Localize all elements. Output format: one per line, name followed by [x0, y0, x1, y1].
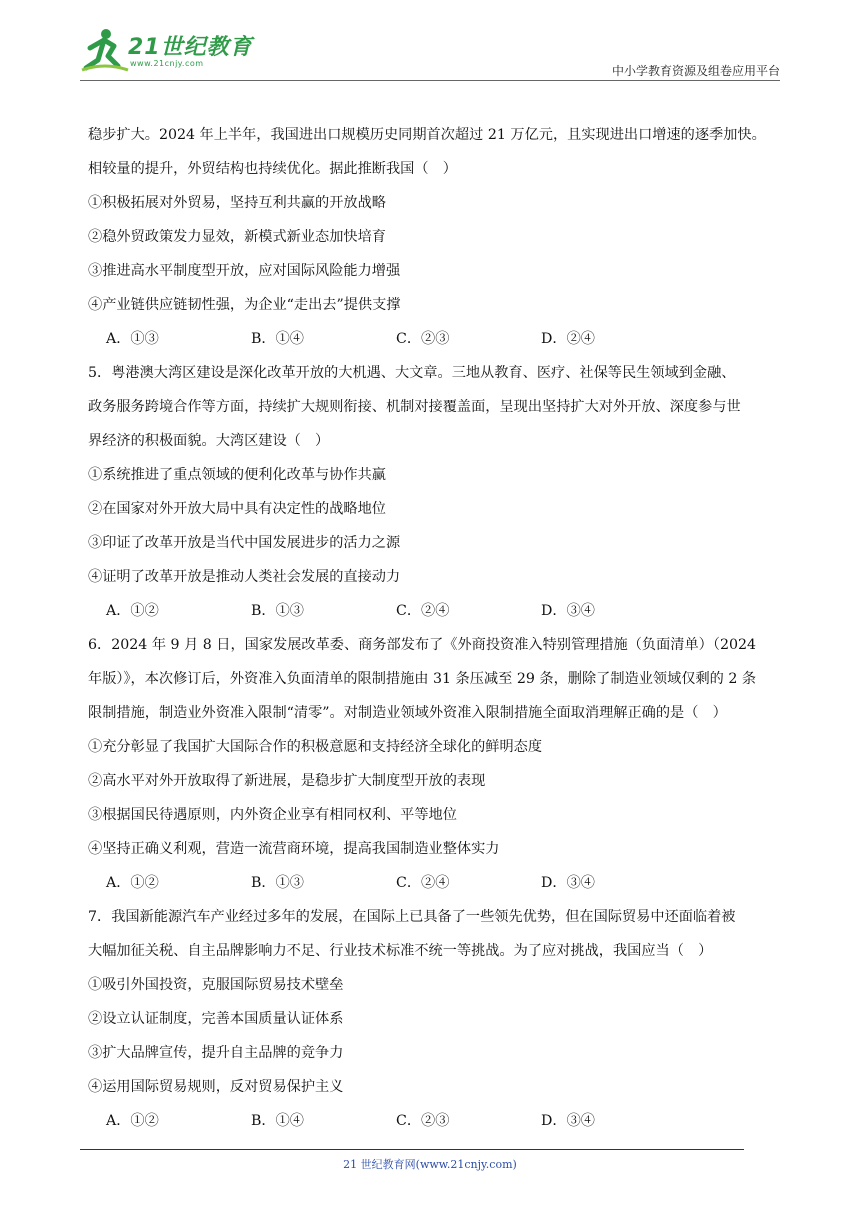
- option-c[interactable]: C．②④: [396, 603, 450, 619]
- option-c[interactable]: C．②③: [396, 1113, 450, 1129]
- option-b[interactable]: B．①④: [251, 331, 304, 347]
- question-block: [88, 900, 788, 1138]
- statement: ②高水平对外开放取得了新进展，是稳步扩大制度型开放的表现: [88, 773, 486, 789]
- statement: ①积极拓展对外贸易，坚持互利共赢的开放战略: [88, 195, 386, 211]
- option-b[interactable]: B．①③: [251, 875, 304, 891]
- option-d[interactable]: D．③④: [541, 1113, 595, 1129]
- question-text: 限制措施，制造业外资准入限制“清零”。对制造业领域外资准入限制措施全面取消理解正确的是（ ）: [88, 705, 727, 721]
- statement: ③印证了改革开放是当代中国发展进步的活力之源: [88, 535, 401, 551]
- option-c[interactable]: C．②④: [396, 875, 450, 891]
- option-d[interactable]: D．③④: [541, 875, 595, 891]
- statement: ③扩大品牌宣传，提升自主品牌的竞争力: [88, 1045, 344, 1061]
- question-text: 大幅加征关税、自主品牌影响力不足、行业技术标准不统一等挑战。为了应对挑战，我国应当（ ）: [88, 943, 713, 959]
- question-text: 5．粤港澳大湾区建设是深化改革开放的大机遇、大文章。三地从教育、医疗、社保等民生领域到金融、: [88, 365, 736, 381]
- statement: ②在国家对外开放大局中具有决定性的战略地位: [88, 501, 386, 517]
- option-b[interactable]: B．①④: [251, 1113, 304, 1129]
- statement: ①吸引外国投资，克服国际贸易技术壁垒: [88, 977, 344, 993]
- runner-logo-icon: [80, 26, 130, 74]
- logo-url: www.21cnjy.com: [130, 59, 204, 68]
- question-text: 界经济的积极面貌。大湾区建设（ ）: [88, 433, 330, 449]
- question-text: 相较量的提升，外贸结构也持续优化。据此推断我国（ ）: [88, 161, 457, 177]
- statement: ③推进高水平制度型开放，应对国际风险能力增强: [88, 263, 401, 279]
- question-text: 政务服务跨境合作等方面，持续扩大规则衔接、机制对接覆盖面，呈现出坚持扩大对外开放、深度参与世: [88, 399, 741, 415]
- option-d[interactable]: D．③④: [541, 603, 595, 619]
- statement: ④运用国际贸易规则，反对贸易保护主义: [88, 1079, 344, 1095]
- answer-options: [88, 322, 788, 356]
- question-block: [88, 118, 788, 356]
- statement: ②设立认证制度，完善本国质量认证体系: [88, 1011, 344, 1027]
- logo-text: 21世纪教育: [128, 35, 253, 60]
- option-a[interactable]: A．①③: [106, 331, 159, 347]
- answer-options: [88, 1104, 788, 1138]
- question-block: [88, 356, 788, 628]
- statement: ②稳外贸政策发力显效，新模式新业态加快培育: [88, 229, 386, 245]
- question-text: 年版）》，本次修订后，外资准入负面清单的限制措施由 31 条压减至 29 条，删除了制造业领域仅剩的 2 条: [88, 671, 757, 687]
- statement: ③根据国民待遇原则，内外资企业享有相同权利、平等地位: [88, 807, 457, 823]
- statement: ①系统推进了重点领域的便利化改革与协作共赢: [88, 467, 386, 483]
- question-text: 稳步扩大。2024 年上半年，我国进出口规模历史同期首次超过 21 万亿元，且实现进出口增速的逐季加快。: [88, 127, 766, 143]
- statement: ④坚持正确义利观，营造一流营商环境，提高我国制造业整体实力: [88, 841, 500, 857]
- statement: ①充分彰显了我国扩大国际合作的积极意愿和支持经济全球化的鲜明态度: [88, 739, 543, 755]
- footer-link[interactable]: 21 世纪教育网(www.21cnjy.com): [343, 1158, 517, 1171]
- footer-divider: [80, 1149, 744, 1150]
- statement: ④证明了改革开放是推动人类社会发展的直接动力: [88, 569, 401, 585]
- option-a[interactable]: A．①②: [106, 875, 159, 891]
- platform-tagline: 中小学教育资源及组卷应用平台: [611, 64, 780, 78]
- option-a[interactable]: A．①②: [106, 1113, 159, 1129]
- answer-options: [88, 866, 788, 900]
- question-text: 6．2024 年 9 月 8 日，国家发展改革委、商务部发布了《外商投资准入特别管理措施（负面清单）（2024: [88, 637, 757, 653]
- option-d[interactable]: D．②④: [541, 331, 595, 347]
- question-text: 7．我国新能源汽车产业经过多年的发展，在国际上已具备了一些领先优势，但在国际贸易中还面临着被: [88, 909, 736, 925]
- question-block: [88, 628, 788, 900]
- statement: ④产业链供应链韧性强，为企业“走出去”提供支撑: [88, 297, 401, 313]
- option-c[interactable]: C．②③: [396, 331, 450, 347]
- header-divider: [80, 80, 780, 81]
- answer-options: [88, 594, 788, 628]
- question-list: [88, 118, 788, 1138]
- option-b[interactable]: B．①③: [251, 603, 304, 619]
- page-header: [80, 22, 780, 82]
- option-a[interactable]: A．①②: [106, 603, 159, 619]
- site-logo[interactable]: [80, 26, 260, 74]
